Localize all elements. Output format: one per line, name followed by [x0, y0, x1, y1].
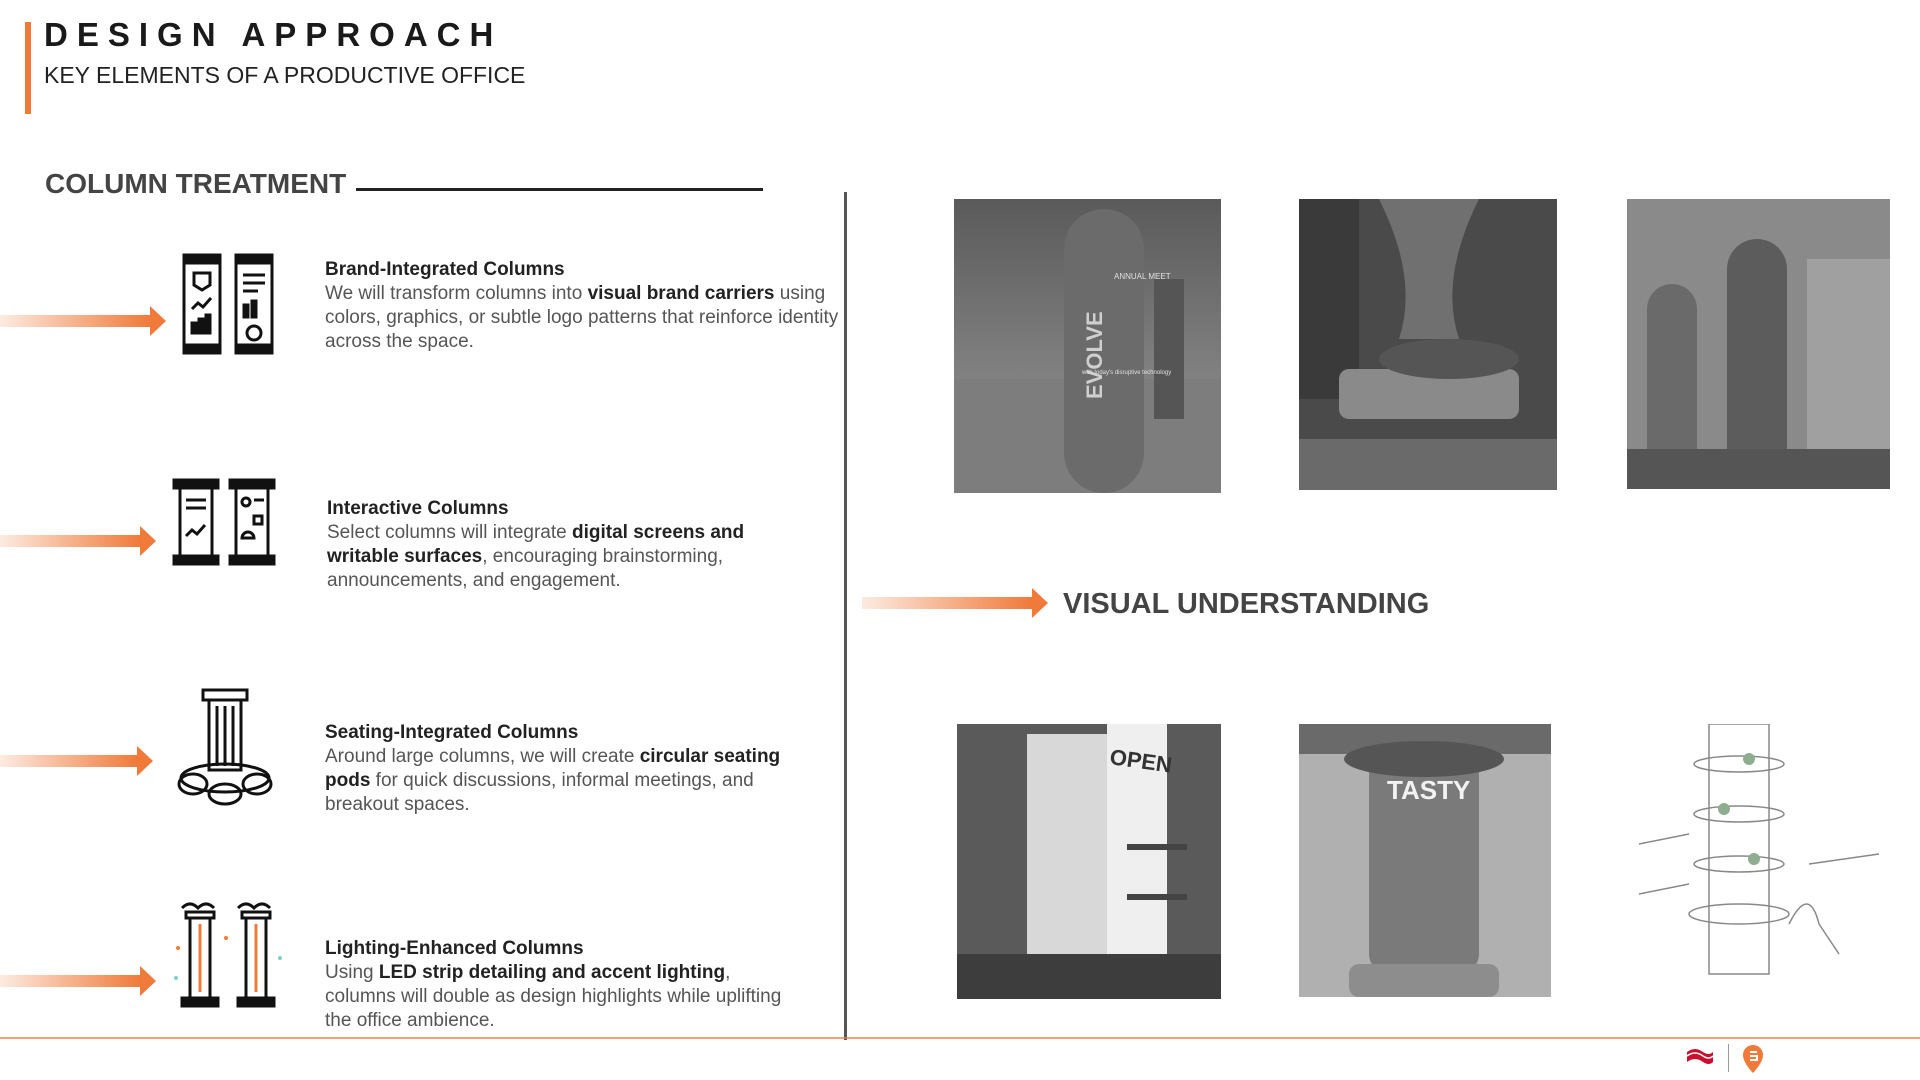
brand-column-icon [180, 251, 276, 357]
interactive-column-icon [170, 476, 280, 568]
flag-logo-icon [1685, 1046, 1715, 1070]
feature-brand-integrated [325, 258, 845, 354]
photo-text-tasty: TASTY [1387, 775, 1471, 805]
feature-text-bold: circular seating pods [325, 746, 781, 791]
feature-lighting-enhanced [325, 937, 795, 1033]
arrow-right-icon [0, 526, 158, 556]
seating-column-icon [175, 686, 275, 808]
arrow-right-icon [0, 746, 155, 776]
photo-tree-column [1299, 199, 1557, 490]
arrow-right-icon [0, 966, 158, 996]
photo-text-annual: ANNUAL MEET [1114, 272, 1171, 281]
photo-brand-column [954, 199, 1221, 493]
feature-title: Interactive Columns [327, 498, 509, 519]
swiggy-logo-icon [1742, 1044, 1764, 1074]
feature-title: Lighting-Enhanced Columns [325, 938, 584, 959]
photo-text-evolve: EVOLVE [1082, 311, 1107, 399]
visual-understanding-label: VISUAL UNDERSTANDING [1063, 588, 1430, 620]
feature-text: Using [325, 962, 379, 983]
feature-seating-integrated [325, 721, 785, 817]
feature-title: Seating-Integrated Columns [325, 722, 579, 743]
lighting-column-icon [172, 898, 288, 1016]
feature-text: Around large columns, we will create [325, 746, 640, 767]
footer-divider [0, 1037, 1920, 1039]
feature-text: using colors, graphics, or subtle logo patterns that reinforce identity across the space. [325, 283, 839, 352]
feature-text: , encouraging brainstorming, announcements, and engagement. [327, 546, 724, 591]
arrow-right-icon [0, 306, 168, 336]
page-subtitle: KEY ELEMENTS OF A PRODUCTIVE OFFICE [44, 62, 526, 88]
photo-text-tagline: with today's disruptive technology [1082, 370, 1172, 376]
footer-logo-separator [1728, 1044, 1729, 1072]
feature-text: Select columns will integrate [327, 522, 572, 543]
feature-text-bold: visual brand carriers [587, 283, 775, 304]
feature-text-bold: LED strip detailing and accent lighting [378, 962, 726, 983]
feature-text-bold: digital screens and writable surfaces [327, 522, 745, 567]
feature-text: , columns will double as design highlights while uplifting the office ambience. [325, 962, 782, 1031]
title-accent-bar [25, 22, 31, 114]
section-title: COLUMN TREATMENT [45, 168, 347, 199]
feature-title: Brand-Integrated Columns [325, 259, 565, 280]
photo-arched-columns [1627, 199, 1890, 489]
photo-text-open: OPEN [1108, 744, 1174, 778]
arrow-right-icon [862, 588, 1050, 618]
page-title: DESIGN APPROACH [44, 16, 503, 53]
photo-sketch-column [1629, 724, 1887, 999]
photo-interactive-column [957, 724, 1221, 999]
photo-tasty-column [1299, 724, 1551, 997]
feature-interactive [327, 497, 797, 593]
section-rule [356, 188, 763, 191]
feature-text: We will transform columns into [325, 283, 588, 304]
feature-text: for quick discussions, informal meetings, and breakout spaces. [325, 770, 754, 815]
